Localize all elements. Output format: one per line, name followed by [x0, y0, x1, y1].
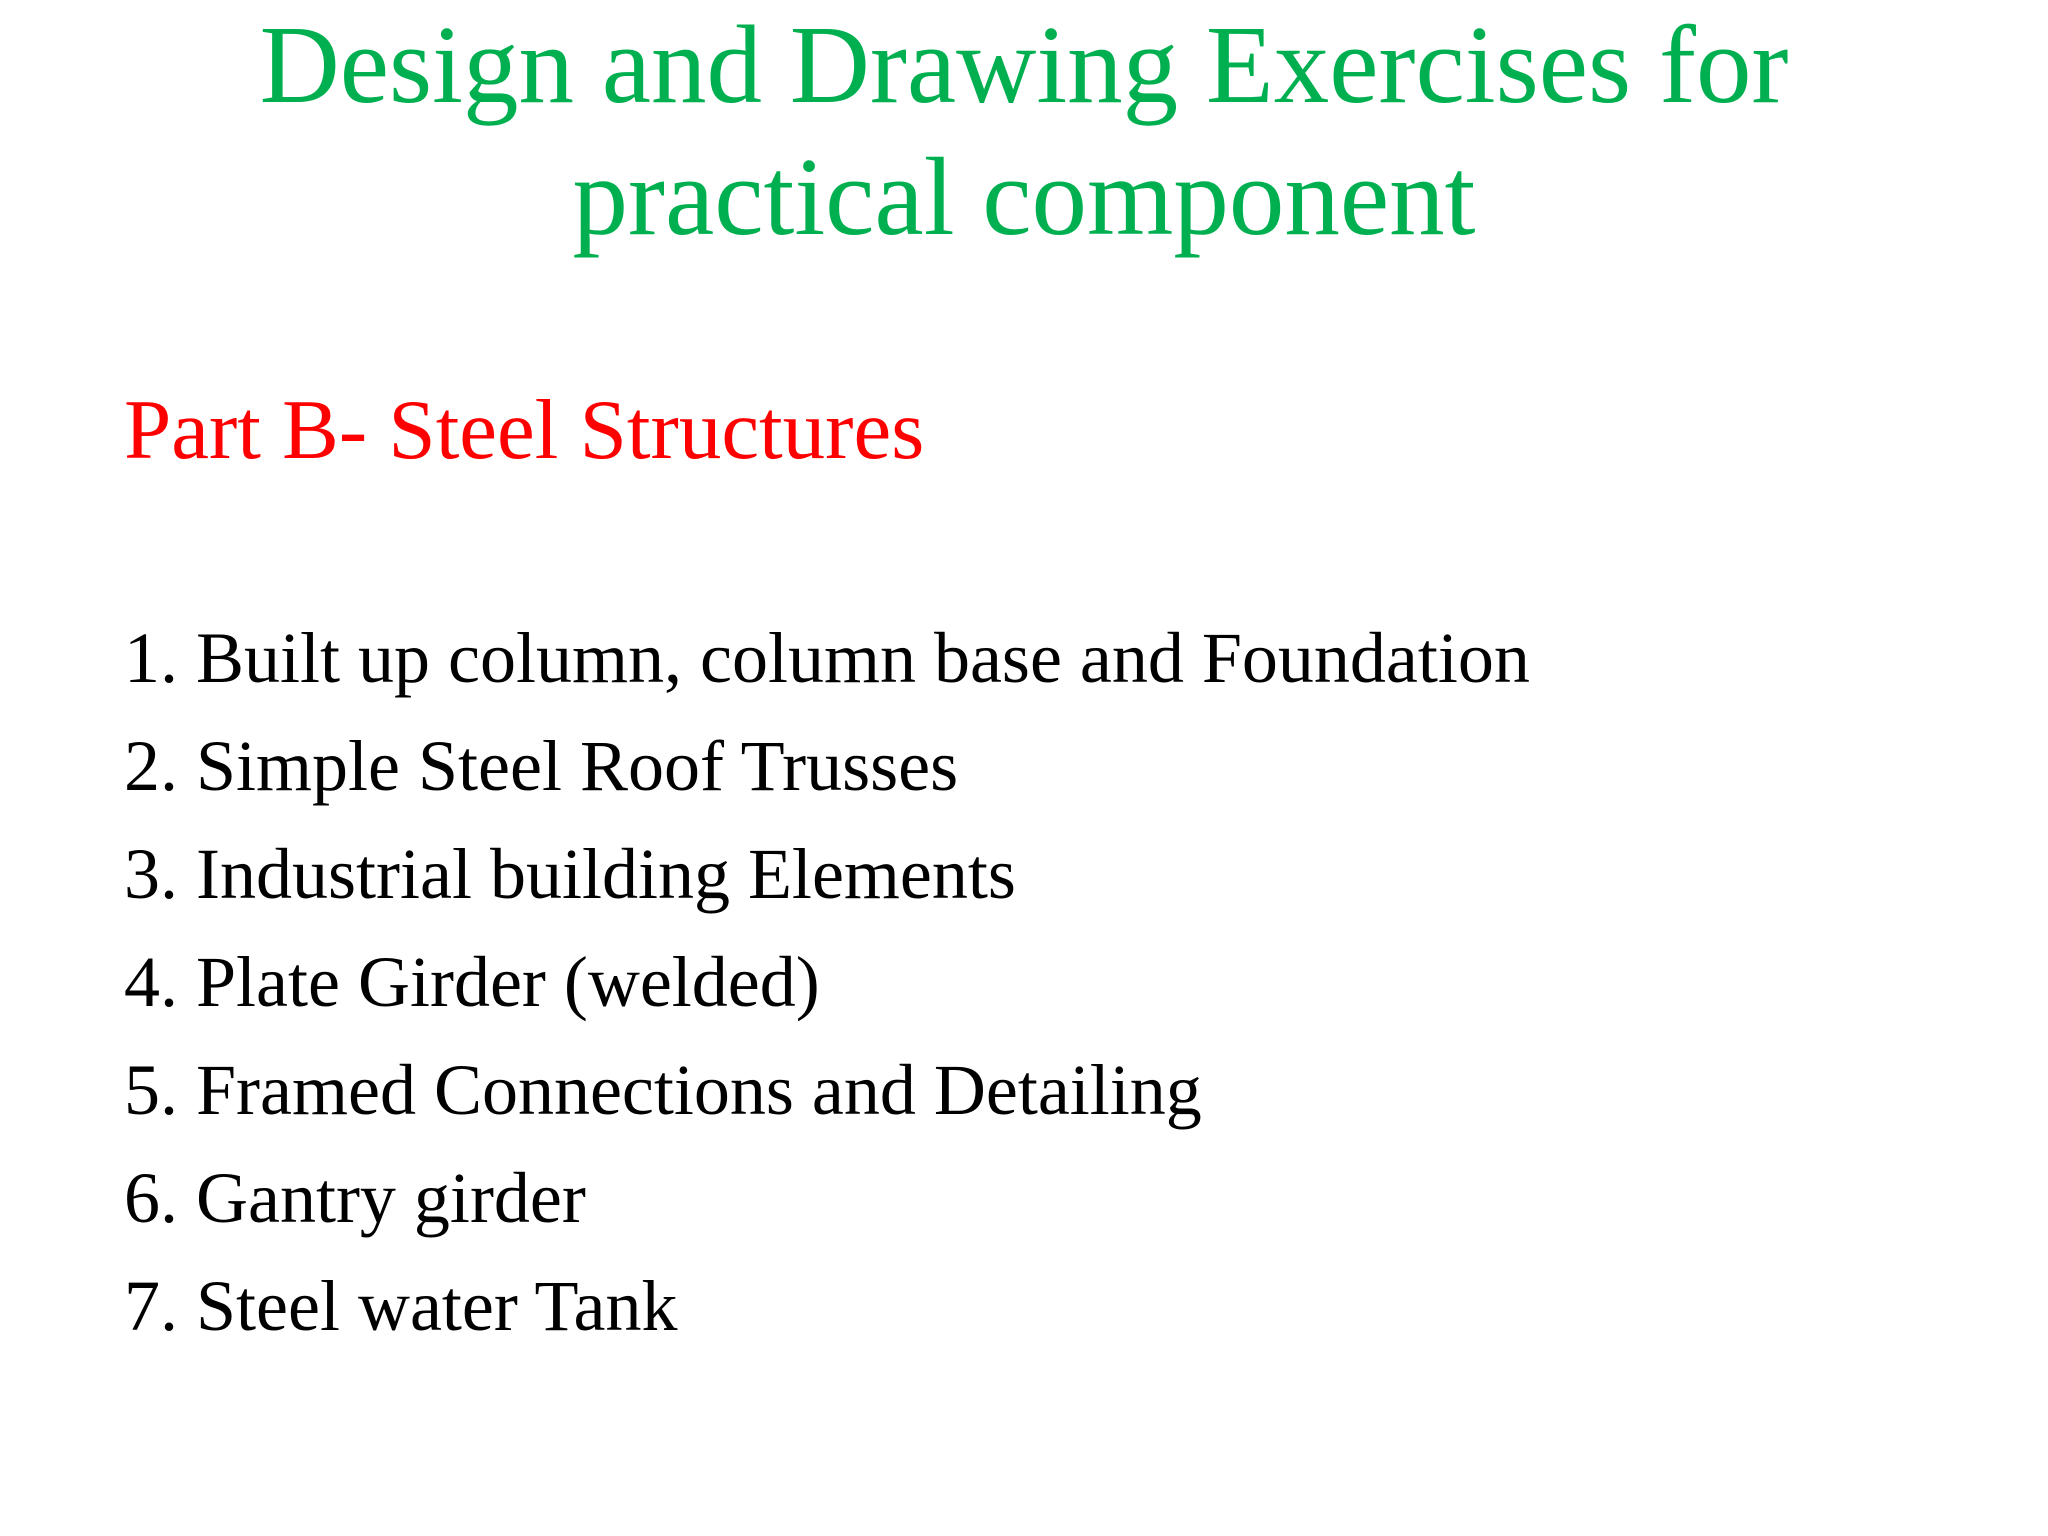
list-item: 4. Plate Girder (welded): [124, 942, 820, 1022]
slide-title-line-2: practical component: [572, 136, 1476, 259]
list-item: 3. Industrial building Elements: [124, 834, 1016, 914]
list-item: 1. Built up column, column base and Foundation: [124, 618, 1530, 698]
section-heading: Part B- Steel Structures: [124, 383, 925, 477]
slide-title-line-1: Design and Drawing Exercises for: [259, 4, 1789, 127]
list-item: 6. Gantry girder: [124, 1158, 586, 1238]
list-item: 7. Steel water Tank: [124, 1266, 678, 1346]
slide-title: [0, 0, 2048, 264]
list-item: 5. Framed Connections and Detailing: [124, 1050, 1202, 1130]
exercise-list: [124, 604, 1530, 1360]
list-item: 2. Simple Steel Roof Trusses: [124, 726, 959, 806]
